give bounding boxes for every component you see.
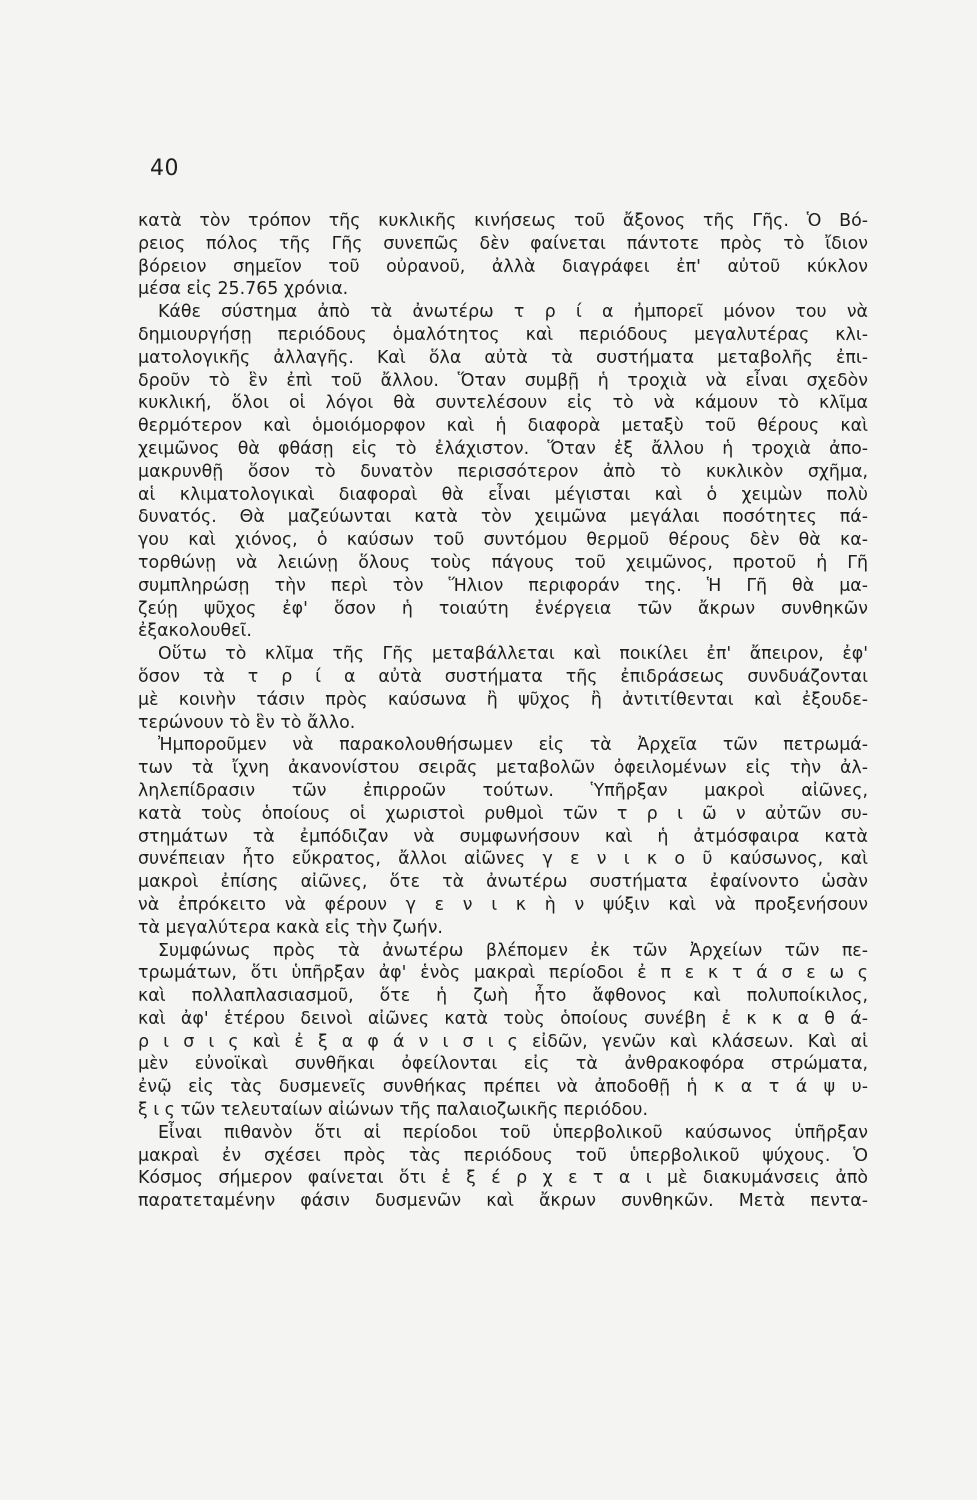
- text-line: χειμῶνος θὰ φθάσῃ εἰς τὸ ἐλάχιστον. Ὅταν ἐξ ἄλλου ἡ τροχιὰ ἀπο-: [138, 438, 868, 459]
- body-text: [138, 210, 868, 1213]
- text-line: θερμότερον καὶ ὁμοιόμορφον καὶ ἡ διαφορὰ μεταξὺ τοῦ θέρους καὶ: [138, 416, 868, 437]
- text-line: συμπληρώσῃ τὴν περὶ τὸν Ἥλιον περιφοράν της. Ἡ Γῆ θὰ μα-: [138, 575, 868, 596]
- text-line: μακρυνθῇ ὅσον τὸ δυνατὸν περισσότερον ἀπὸ τὸ κυκλικὸν σχῆμα,: [138, 461, 868, 482]
- text-line: ζεύῃ ψῦχος ἐφ' ὅσον ἡ τοιαύτη ἐνέργεια τῶν ἄκρων συνθηκῶν: [138, 598, 868, 619]
- text-line: τερώνουν τὸ ἓν τὸ ἄλλο.: [138, 712, 356, 733]
- paragraph: [138, 940, 868, 1122]
- text-line: δυνατός. Θὰ μαζεύωνται κατὰ τὸν χειμῶνα μεγάλαι ποσότητες πά-: [138, 507, 868, 528]
- paragraph: [138, 210, 868, 301]
- text-line: αἱ κλιματολογικαὶ διαφοραὶ θὰ εἶναι μέγισται καὶ ὁ χειμὼν πολὺ: [138, 484, 868, 505]
- text-line: μακροὶ ἐπίσης αἰῶνες, ὅτε τὰ ἀνωτέρω συστήματα ἐφαίνοντο ὡσὰν: [138, 872, 868, 893]
- text-line: Συμφώνως πρὸς τὰ ἀνωτέρω βλέπομεν ἐκ τῶν Ἀρχείων τῶν πε-: [158, 940, 868, 961]
- text-line: τορθώνῃ νὰ λειώνῃ ὅλους τοὺς πάγους τοῦ χειμῶνος, προτοῦ ἡ Γῆ: [138, 552, 868, 573]
- text-line: ρ ι σ ι ς καὶ ἐ ξ α φ ά ν ι σ ι ς εἰδῶν, γενῶν καὶ κλάσεων. Καὶ αἱ: [138, 1031, 868, 1052]
- text-line: ρειος πόλος τῆς Γῆς συνεπῶς δὲν φαίνεται πάντοτε πρὸς τὸ ἴδιον: [138, 233, 868, 254]
- text-line: ματολογικῆς ἀλλαγῆς. Καὶ ὅλα αὐτὰ τὰ συστήματα μεταβολῆς ἐπι-: [138, 347, 868, 368]
- text-line: καὶ ἀφ' ἑτέρου δεινοὶ αἰῶνες κατὰ τοὺς ὁποίους συνέβη ἐ κ κ α θ ά-: [138, 1008, 868, 1029]
- text-line: τὰ μεγαλύτερα κακὰ εἰς τὴν ζωήν.: [138, 917, 443, 938]
- text-line: ληλεπίδρασιν τῶν ἐπιρροῶν τούτων. Ὑπῆρξαν μακροὶ αἰῶνες,: [138, 780, 868, 801]
- text-line: κατὰ τοὺς ὁποίους οἱ χωριστοὶ ρυθμοὶ τῶν τ ρ ι ῶ ν αὐτῶν συ-: [138, 803, 868, 824]
- paragraph: [138, 1122, 868, 1213]
- text-line: μὲ κοινὴν τάσιν πρὸς καύσωνα ἢ ψῦχος ἢ ἀντιτίθενται καὶ ἐξουδε-: [138, 689, 868, 710]
- text-line: παρατεταμένην φάσιν δυσμενῶν καὶ ἄκρων συνθηκῶν. Μετὰ πεντα-: [138, 1191, 868, 1212]
- text-line: ἐνῷ εἰς τὰς δυσμενεῖς συνθήκας πρέπει νὰ ἀποδοθῇ ἡ κ α τ ά ψ υ-: [138, 1077, 868, 1098]
- text-line: δημιουργήσῃ περιόδους ὁμαλότητος καὶ περιόδους μεγαλυτέρας κλι-: [138, 324, 868, 345]
- text-line: γου καὶ χιόνος, ὁ καύσων τοῦ συντόμου θερμοῦ θέρους δὲν θὰ κα-: [138, 530, 868, 551]
- text-line: Κόσμος σήμερον φαίνεται ὅτι ἐ ξ έ ρ χ ε τ α ι μὲ διακυμάνσεις ἀπὸ: [138, 1168, 868, 1189]
- text-line: δροῦν τὸ ἓν ἐπὶ τοῦ ἄλλου. Ὅταν συμβῇ ἡ τροχιὰ νὰ εἶναι σχεδὸν: [138, 370, 868, 391]
- text-line: καὶ πολλαπλασιασμοῦ, ὅτε ἡ ζωὴ ἦτο ἄφθονος καὶ πολυποίκιλος,: [138, 986, 868, 1007]
- text-line: κατὰ τὸν τρόπον τῆς κυκλικῆς κινήσεως τοῦ ἄξονος τῆς Γῆς. Ὁ Βό-: [138, 211, 868, 231]
- text-line: νὰ ἐπρόκειτο νὰ φέρουν γ ε ν ι κ ὴ ν ψύξιν καὶ νὰ προξενήσουν: [138, 894, 868, 915]
- text-line: Εἶναι πιθανὸν ὅτι αἱ περίοδοι τοῦ ὑπερβολικοῦ καύσωνος ὑπῆρξαν: [158, 1122, 868, 1143]
- text-line: κυκλική, ὅλοι οἱ λόγοι θὰ συντελέσουν εἰς τὸ νὰ κάμουν τὸ κλῖμα: [138, 393, 868, 414]
- text-line: στημάτων τὰ ἐμπόδιζαν νὰ συμφωνήσουν καὶ ἡ ἀτμόσφαιρα κατὰ: [138, 826, 868, 847]
- text-line: συνέπειαν ἦτο εὔκρατος, ἄλλοι αἰῶνες γ ε ν ι κ ο ῦ καύσωνος, καὶ: [138, 849, 868, 870]
- text-line: μέσα εἰς 25.765 χρόνια.: [138, 279, 349, 300]
- text-line: μακραὶ ἐν σχέσει πρὸς τὰς περιόδους τοῦ ὑπερβολικοῦ ψύχους. Ὁ: [138, 1145, 868, 1166]
- text-line: ὅσον τὰ τ ρ ί α αὐτὰ συστήματα τῆς ἐπιδράσεως συνδυάζονται: [138, 666, 868, 687]
- text-line: Κάθε σύστημα ἀπὸ τὰ ἀνωτέρω τ ρ ί α ἠμπορεῖ μόνον του νὰ: [158, 302, 868, 323]
- page-number: 40: [150, 156, 179, 181]
- text-line: Οὕτω τὸ κλῖμα τῆς Γῆς μεταβάλλεται καὶ ποικίλει ἐπ' ἄπειρον, ἐφ': [158, 644, 868, 665]
- text-line: ξ ι ς τῶν τελευταίων αἰώνων τῆς παλαιοζωικῆς περιόδου.: [138, 1100, 648, 1121]
- text-line: Ἠμποροῦμεν νὰ παρακολουθήσωμεν εἰς τὰ Ἀρχεῖα τῶν πετρωμά-: [158, 735, 868, 756]
- paragraph: [138, 643, 868, 734]
- text-line: ἐξακολουθεῖ.: [138, 621, 252, 642]
- paragraph: [138, 301, 868, 643]
- text-line: βόρειον σημεῖον τοῦ οὐρανοῦ, ἀλλὰ διαγράφει ἐπ' αὐτοῦ κύκλον: [138, 256, 868, 277]
- text-line: των τὰ ἴχνη ἀκανονίστου σειρᾶς μεταβολῶν ὀφειλομένων εἰς τὴν ἀλ-: [138, 758, 868, 779]
- text-line: τρωμάτων, ὅτι ὑπῆρξαν ἀφ' ἑνὸς μακραὶ περίοδοι ἐ π ε κ τ ά σ ε ω ς: [138, 963, 868, 984]
- paragraph: [138, 734, 868, 939]
- text-line: μὲν εὐνοϊκαὶ συνθῆκαι ὀφείλονται εἰς τὰ ἀνθρακοφόρα στρώματα,: [138, 1054, 868, 1075]
